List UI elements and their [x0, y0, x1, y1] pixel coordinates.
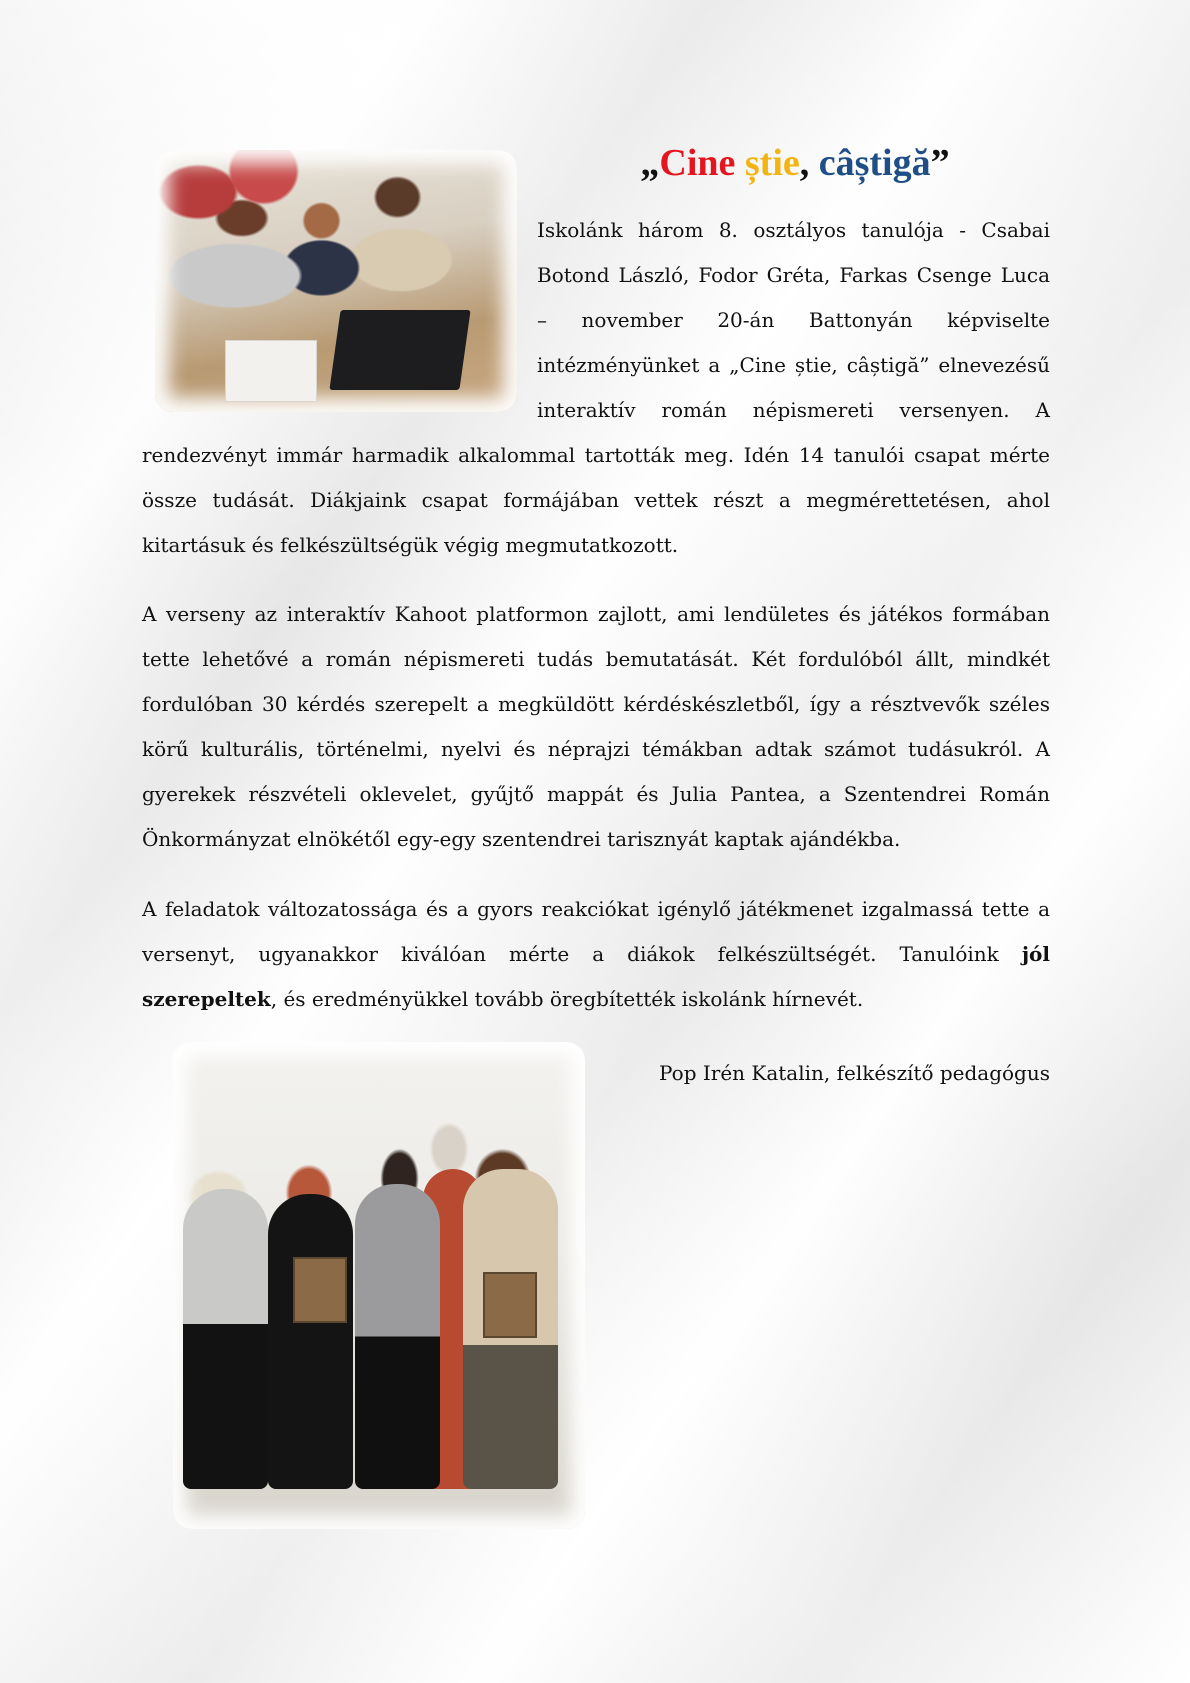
- person-silhouette: [183, 1189, 268, 1489]
- paragraph-results-start: A feladatok változatossága és a gyors reakciókat igénylő játékmenet izgalmassá tette a versenyt, ugyanakkor kiválóan mérte a diákok felkészültségét. Tanulóink: [142, 897, 1050, 966]
- title-word-cine: Cine: [659, 142, 736, 184]
- title-close-quote: ”: [930, 142, 950, 184]
- paragraph-intro-wrapper: [142, 208, 1050, 568]
- group-photo: [173, 1042, 585, 1529]
- article-title: [600, 138, 990, 188]
- title-open-quote: „: [640, 142, 660, 184]
- title-comma: ,: [799, 142, 810, 184]
- gift-folder: [293, 1257, 347, 1323]
- person-silhouette: [355, 1184, 440, 1489]
- paragraph-results-end: , és eredményükkel tovább öregbítették iskolánk hírnevét.: [270, 987, 864, 1011]
- photo-wrap-space: [142, 208, 537, 433]
- gift-folder: [483, 1272, 537, 1338]
- paragraph-intro: Iskolánk három 8. osztályos tanulója - Csabai Botond László, Fodor Gréta, Farkas Csenge Luca – november 20-án Battonyán képviselte intézményünket a „Cine știe, câștigă” elnevezésű interaktív román népismereti versenyen. A rendezvényt immár harmadik alkalommal tartották meg. Idén 14 tanulói csapat mérte össze tudását. Diákjaink csapat formájában vettek részt a megmérettetésen, ahol kitartásuk és felkészültségük végig megmutatkozott.: [142, 218, 1050, 557]
- author-signature: Pop Irén Katalin, felkészítő pedagógus: [659, 1061, 1050, 1085]
- paragraph-results-bold: jól szerepeltek: [142, 942, 1050, 1011]
- paragraph-results: [142, 887, 1050, 1022]
- title-word-castiga: câștigă: [818, 142, 931, 184]
- paragraph-competition: A verseny az interaktív Kahoot platformon zajlott, ami lendületes és játékos formában tette lehetővé a román népismereti tudás bemutatását. Két fordulóból állt, mindkét fordulóban 30 kérdés szerepelt a megküldött kérdéskészletből, így a résztvevők széles körű kulturális, történelmi, nyelvi és néprajzi témákban adtak számot tudásukról. A gyerekek részvételi oklevelet, gyűjtő mappát és Julia Pantea, a Szentendrei Román Önkormányzat elnökétől egy-egy szentendrei tarisznyát kaptak ajándékba.: [142, 602, 1050, 851]
- title-word-stie: știe: [744, 142, 800, 184]
- person-silhouette: [268, 1194, 353, 1489]
